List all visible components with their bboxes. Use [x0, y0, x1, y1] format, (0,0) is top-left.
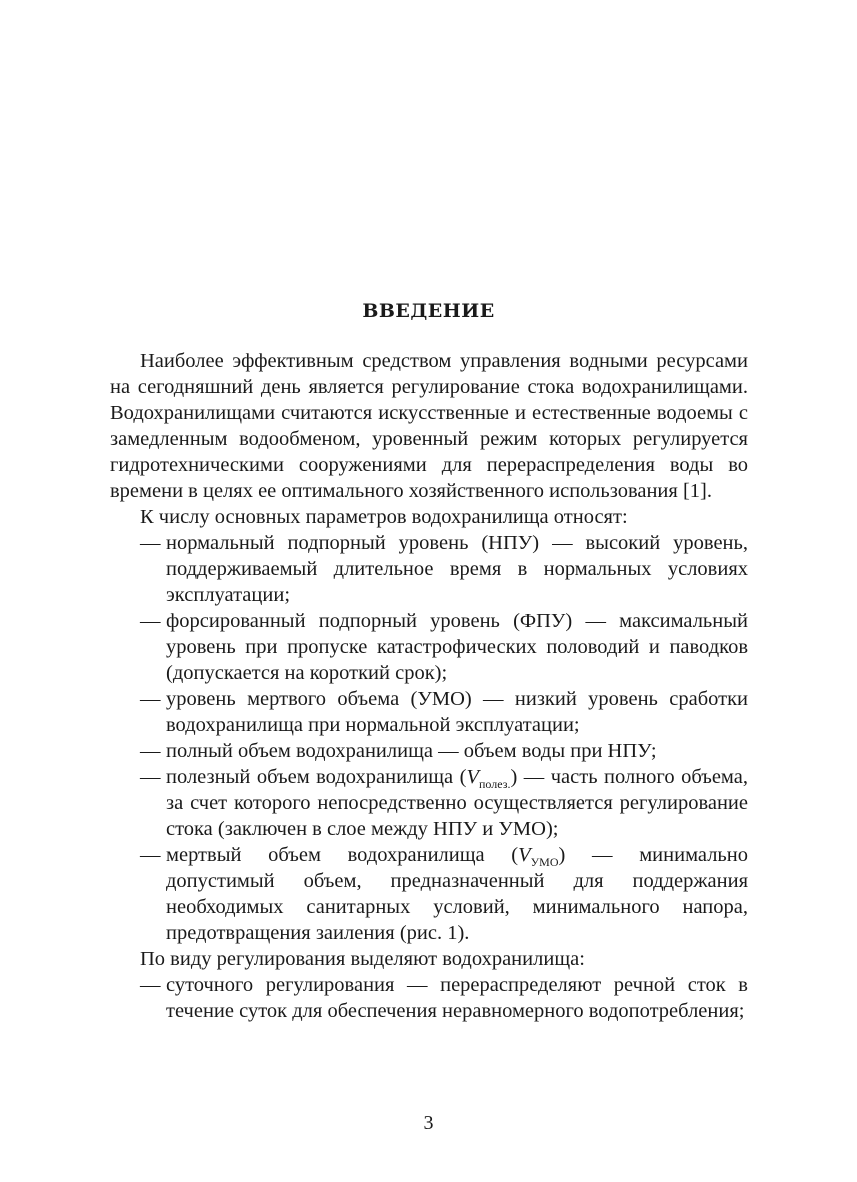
list-item-text-start: мертвый объем водохранилища ( — [166, 844, 519, 866]
list-dash: — — [140, 740, 161, 762]
list-item-text: полный объем водохранилища — объем воды при НПУ; — [166, 740, 657, 762]
list-dash: — — [140, 844, 161, 866]
list-item-text: форсированный подпорный уровень (ФПУ) — максимальный уровень при пропуске катастрофических половодий и паводков (допускается на короткий срок); — [166, 610, 748, 684]
list-item-fpu — [110, 608, 748, 686]
list-item-umo — [110, 686, 748, 738]
list-item-full-volume — [110, 738, 748, 764]
page-number: 3 — [423, 1112, 434, 1134]
variable-subscript: УМО — [530, 855, 559, 870]
regulation-lead-paragraph: По виду регулирования выделяют водохранилища: — [140, 948, 585, 970]
variable-v: V — [466, 766, 479, 788]
list-item-text: нормальный подпорный уровень (НПУ) — высокий уровень, поддерживаемый длительное время в нормальных условиях эксплуатации; — [166, 532, 748, 606]
list-item-text-end: ) — минимально допустимый объем, предназначенный для поддержания необходимых санитарных условий, минимального напора, предотвращения заиления (рис. 1). — [166, 844, 748, 944]
list-dash: — — [140, 766, 161, 788]
list-item-text: суточного регулирования — перераспределяют речной сток в течение суток для обеспечения неравномерного водопотребления; — [166, 974, 748, 1022]
list-item-useful-volume — [110, 764, 748, 842]
variable-subscript: полез. — [478, 777, 511, 792]
list-dash: — — [140, 688, 161, 710]
list-item-npu — [110, 530, 748, 608]
list-item-text-end: ) — часть полного объема, за счет которого непосредственно осуществляется регулирование стока (заключен в слое между НПУ и УМО); — [166, 766, 748, 840]
body-text — [110, 348, 748, 1024]
params-lead-paragraph: К числу основных параметров водохранилища относят: — [140, 506, 628, 528]
section-heading: ВВЕДЕНИЕ — [362, 300, 495, 322]
intro-paragraph: Наиболее эффективным средством управления водными ресурсами на сегодняшний день является регулирование стока водохранилищами. Водохранилищами считаются искусственные и естественные водоемы с замедленным водообменом, уровенный режим которых регулируется гидротехническими сооружениями для перераспределения воды во времени в целях ее оптимального хозяйственного использования [1]. — [110, 350, 748, 502]
list-item-dead-volume — [110, 842, 748, 946]
list-item-text: уровень мертвого объема (УМО) — низкий уровень сработки водохранилища при нормальной эксплуатации; — [166, 688, 748, 736]
parameters-list — [110, 530, 748, 946]
list-item-text-start: полезный объем водохранилища ( — [166, 766, 467, 788]
list-item-daily-regulation — [110, 972, 748, 1024]
list-dash: — — [140, 610, 161, 632]
list-dash: — — [140, 974, 161, 996]
regulation-list — [110, 972, 748, 1024]
list-dash: — — [140, 532, 161, 554]
variable-v: V — [518, 844, 531, 866]
